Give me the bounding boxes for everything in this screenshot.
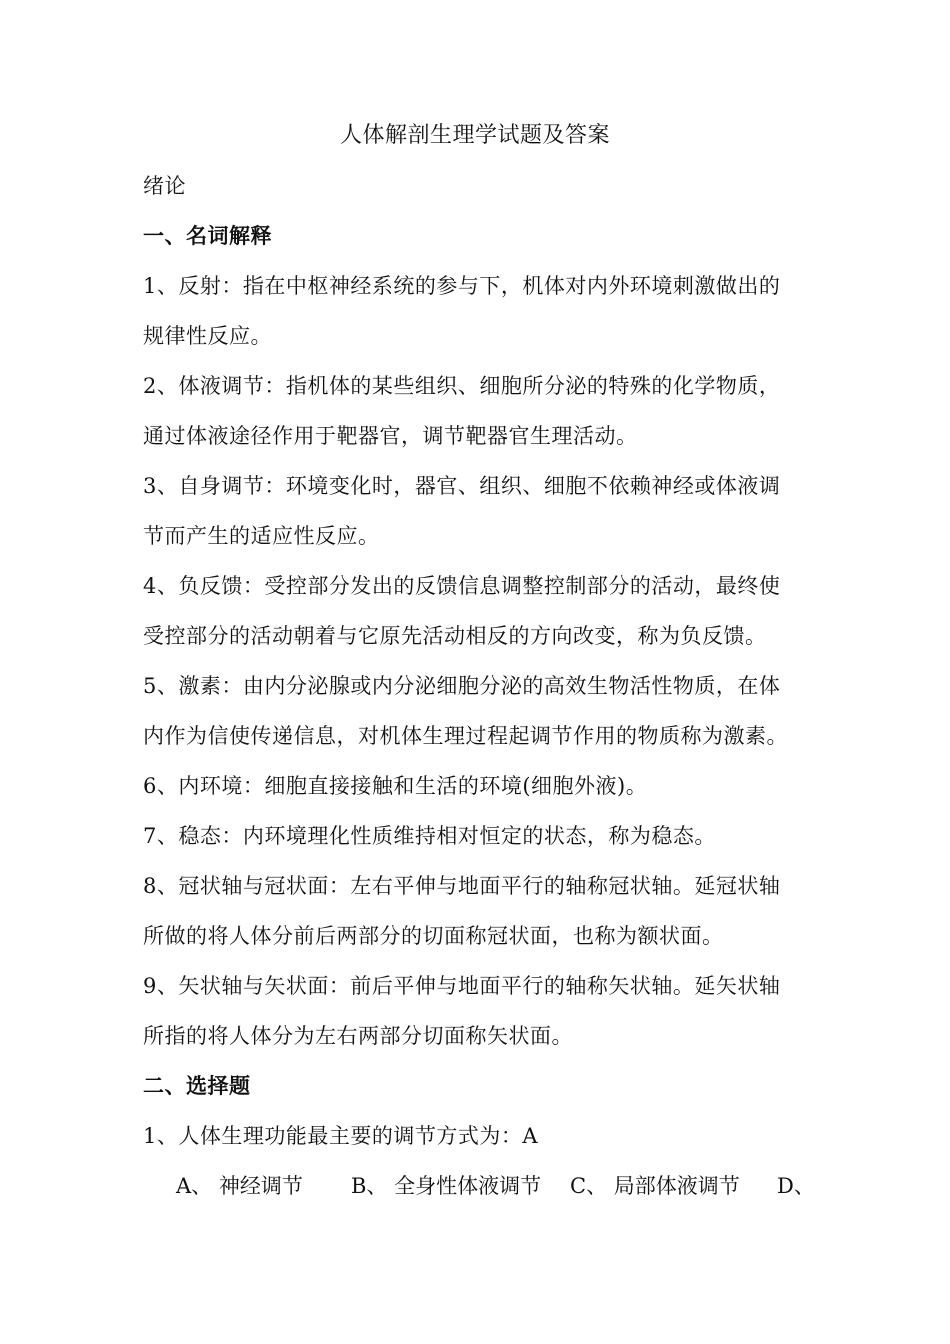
definition-line: 内作为信使传递信息，对机体生理过程起调节作用的物质称为激素。 xyxy=(143,724,788,748)
definition-line: 规律性反应。 xyxy=(143,324,272,348)
definition-line: 1、反射：指在中枢神经系统的参与下，机体对内外环境刺激做出的 xyxy=(143,274,781,298)
option-a: A、 神经调节 xyxy=(176,1174,303,1198)
definition-line: 通过体液途径作用于靶器官，调节靶器官生理活动。 xyxy=(143,424,638,448)
section-heading-multiple-choice: 二、选择题 xyxy=(143,1074,251,1098)
option-d: D、 xyxy=(777,1174,815,1198)
definition-line: 所做的将人体分前后两部分的切面称冠状面，也称为额状面。 xyxy=(143,924,724,948)
section-heading-definitions: 一、名词解释 xyxy=(143,224,272,248)
chapter-title: 绪论 xyxy=(143,174,186,198)
definition-line: 2、体液调节：指机体的某些组织、细胞所分泌的特殊的化学物质， xyxy=(143,374,781,398)
definition-line: 节而产生的适应性反应。 xyxy=(143,524,380,548)
definition-line: 3、自身调节：环境变化时，器官、组织、细胞不依赖神经或体液调 xyxy=(143,474,781,498)
document-title: 人体解剖生理学试题及答案 xyxy=(339,123,610,148)
definition-line: 6、内环境：细胞直接接触和生活的环境(细胞外液)。 xyxy=(143,774,648,798)
option-c: C、 局部体液调节 xyxy=(570,1174,740,1198)
definition-line: 7、稳态：内环境理化性质维持相对恒定的状态，称为稳态。 xyxy=(143,824,716,848)
definition-line: 受控部分的活动朝着与它原先活动相反的方向改变，称为负反馈。 xyxy=(143,624,767,648)
option-b: B、 全身性体液调节 xyxy=(351,1174,542,1198)
definition-line: 8、冠状轴与冠状面：左右平伸与地面平行的轴称冠状轴。延冠状轴 xyxy=(143,874,781,898)
definition-line: 9、矢状轴与矢状面：前后平伸与地面平行的轴称矢状轴。延矢状轴 xyxy=(143,974,781,998)
definition-line: 5、激素：由内分泌腺或内分泌细胞分泌的高效生物活性物质，在体 xyxy=(143,674,781,698)
definition-line: 4、负反馈：受控部分发出的反馈信息调整控制部分的活动，最终使 xyxy=(143,574,781,598)
question-text: 1、人体生理功能最主要的调节方式为：A xyxy=(143,1124,539,1148)
definition-line: 所指的将人体分为左右两部分切面称矢状面。 xyxy=(143,1024,573,1048)
